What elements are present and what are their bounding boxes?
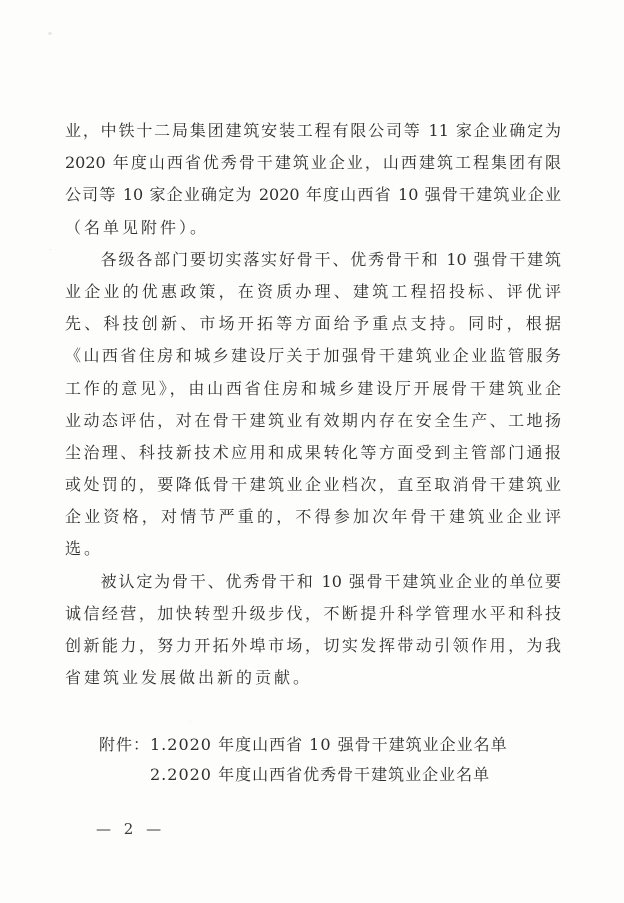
text-line: 选。 (65, 539, 104, 559)
attachment-list (65, 730, 595, 790)
text-line: 被认定为骨干、优秀骨干和 10 强骨干建筑业企业的单位要 (65, 571, 561, 591)
text-line: （名单见附件）。 (65, 217, 210, 237)
text-line: 创新能力，努力开拓外埠市场，切实发挥带动引领作用，为我 (65, 636, 561, 655)
text-line: 各级各部门要切实落实好骨干、优秀骨干和 10 强骨干建筑 (65, 249, 561, 269)
text-line: 工作的意见》，由山西省住房和城乡建设厅开展骨干建筑业企 (65, 378, 561, 398)
text-line: 公司等 10 家企业确定为 2020 年度山西省 10 强骨干建筑业企业 (65, 185, 561, 205)
text-line: 2.2020 年度山西省优秀骨干建筑业企业名单 (65, 765, 491, 784)
text-line: 企业资格，对情节严重的，不得参加次年骨干建筑业企业评 (65, 507, 561, 527)
text-line: 或处罚的，要降低骨干建筑业企业档次，直至取消骨干建筑业 (65, 475, 561, 495)
paragraph-enterprise-duty (65, 566, 561, 695)
paragraph-policy-support (65, 244, 561, 566)
text-line: 附件：1.2020 年度山西省 10 强骨干建筑业企业名单 (65, 735, 508, 754)
text-line: 尘治理、科技新技术应用和成果转化等方面受到主管部门通报 (65, 442, 561, 462)
text-line: 《山西省住房和城乡建设厅关于加强骨干建筑业企业监管服务 (65, 346, 561, 366)
paragraph-continuation (65, 115, 561, 244)
text-line: 业动态评估，对在骨干建筑业有效期内存在安全生产、工地扬 (65, 410, 561, 430)
page-number: — 2 — (96, 820, 166, 838)
document-body (65, 115, 561, 694)
text-line: 业企业的优惠政策，在资质办理、建筑工程招投标、评优评 (65, 281, 561, 301)
text-line: 先、科技创新、市场开拓等方面给予重点支持。同时，根据 (65, 314, 561, 334)
text-line: 诚信经营，加快转型升级步伐，不断提升科学管理水平和科技 (65, 603, 561, 623)
text-line: 2020 年度山西省优秀骨干建筑业企业，山西建筑工程集团有限 (65, 153, 561, 173)
text-line: 业，中铁十二局集团建筑安装工程有限公司等 11 家企业确定为 (65, 121, 561, 140)
text-line: 省建筑业发展做出新的贡献。 (65, 668, 313, 688)
